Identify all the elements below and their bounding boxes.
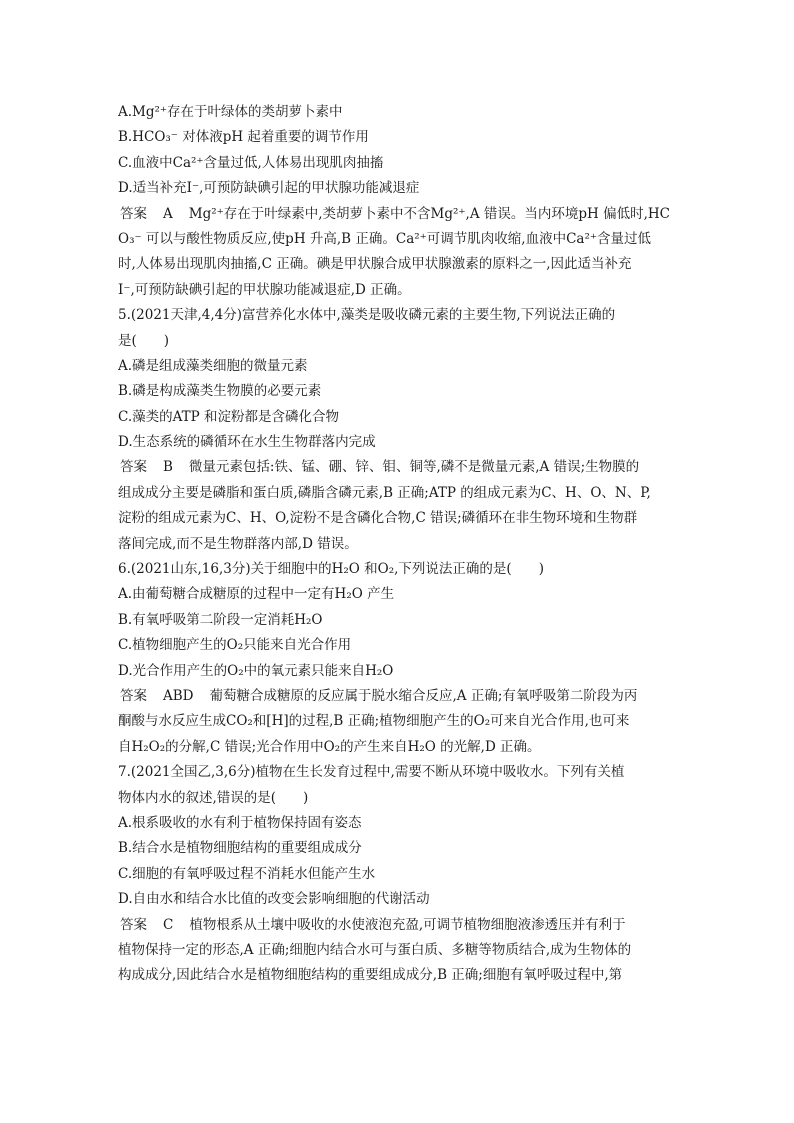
q6-stem-line-1: 6.(2021山东,16,3分)关于细胞中的H₂O 和O₂,下列说法正确的是( ): [118, 561, 544, 578]
answer-label: 答案: [120, 205, 147, 222]
q6-answer-line-2: 酮酸与水反应生成CO₂和[H]的过程,B 正确;植物细胞产生的O₂可来自光合作用,也可来: [118, 713, 630, 730]
document-content: [118, 100, 684, 989]
answer-label: 答案: [120, 916, 147, 933]
q6-option-c: C.植物细胞产生的O₂只能来自光合作用: [118, 637, 352, 654]
answer-key: A: [163, 205, 173, 222]
q4-option-b: B.HCO₃⁻ 对体液pH 起着重要的调节作用: [118, 129, 369, 146]
answer-key: B: [163, 459, 173, 476]
answer-text: 植物根系从土壤中吸收的水使液泡充盈,可调节植物细胞液渗透压并有利于: [189, 916, 626, 933]
q5-stem-line-2: 是( ): [118, 332, 170, 349]
q7-option-c: C.细胞的有氧呼吸过程不消耗水但能产生水: [118, 865, 376, 882]
q6-option-d: D.光合作用产生的O₂中的氧元素只能来自H₂O: [118, 662, 394, 679]
q5-answer-line-4: 落间完成,而不是生物群落内部,D 错误。: [118, 535, 358, 552]
q7-option-a: A.根系吸收的水有利于植物保持固有姿态: [118, 814, 362, 831]
q4-option-c: C.血液中Ca²⁺含量过低,人体易出现肌肉抽搐: [118, 154, 384, 171]
q6-option-a: A.由葡萄糖合成糖原的过程中一定有H₂O 产生: [118, 586, 395, 603]
q7-stem-line-2: 物体内水的叙述,错误的是( ): [118, 789, 309, 806]
q4-answer-line-2: O₃⁻ 可以与酸性物质反应,使pH 升高,B 正确。Ca²⁺可调节肌肉收缩,血液中Ca²⁺含量过低: [118, 230, 652, 247]
q7-answer-line-1: [118, 913, 684, 938]
q6-option-b: B.有氧呼吸第二阶段一定消耗H₂O: [118, 611, 323, 628]
answer-text: Mg²⁺存在于叶绿素中,类胡萝卜素中不含Mg²⁺,A 错误。当内环境pH 偏低时,HC: [188, 205, 670, 222]
q5-answer-line-2: 组成成分主要是磷脂和蛋白质,磷脂含磷元素,B 正确;ATP 的组成元素为C、H、O、N、P,: [118, 484, 651, 501]
q7-answer-line-2: 植物保持一定的形态,A 正确;细胞内结合水可与蛋白质、多糖等物质结合,成为生物体的: [118, 941, 632, 958]
q7-stem-line-1: 7.(2021全国乙,3,6分)植物在生长发育过程中,需要不断从环境中吸收水。下列有关植: [118, 764, 625, 781]
q7-answer-line-3: 构成成分,因此结合水是植物细胞结构的重要组成成分,B 正确;细胞有氧呼吸过程中,第: [118, 967, 623, 984]
answer-text: 微量元素包括:铁、锰、硼、锌、钼、铜等,磷不是微量元素,A 错误;生物膜的: [188, 459, 640, 476]
q7-option-b: B.结合水是植物细胞结构的重要组成成分: [118, 840, 362, 857]
q4-answer-line-1: [118, 202, 684, 227]
answer-label: 答案: [120, 687, 147, 704]
q6-answer-line-1: [118, 684, 684, 709]
answer-key: C: [163, 916, 174, 933]
q4-answer-line-3: 时,人体易出现肌肉抽搐,C 正确。碘是甲状腺合成甲状腺激素的原料之一,因此适当补充: [118, 256, 632, 273]
q5-option-d: D.生态系统的磷循环在水生生物群落内完成: [118, 434, 376, 451]
q6-answer-line-3: 自H₂O₂的分解,C 错误;光合作用中O₂的产生来自H₂O 的光解,D 正确。: [118, 738, 541, 755]
answer-text: 葡萄糖合成糖原的反应属于脱水缩合反应,A 正确;有氧呼吸第二阶段为丙: [209, 687, 638, 704]
q5-stem-line-1: 5.(2021天津,4,4分)富营养化水体中,藻类是吸收磷元素的主要生物,下列说法正确的: [118, 307, 616, 324]
q5-answer-line-1: [118, 455, 684, 480]
q5-answer-line-3: 淀粉的组成元素为C、H、O,淀粉不是含磷化合物,C 错误;磷循环在非生物环境和生物群: [118, 510, 638, 527]
q7-option-d: D.自由水和结合水比值的改变会影响细胞的代谢活动: [118, 891, 430, 908]
answer-key: ABD: [163, 687, 194, 704]
q5-option-c: C.藻类的ATP 和淀粉都是含磷化合物: [118, 408, 340, 425]
q4-option-a: A.Mg²⁺存在于叶绿体的类胡萝卜素中: [118, 104, 343, 120]
answer-label: 答案: [120, 459, 147, 476]
q4-option-d: D.适当补充I⁻,可预防缺碘引起的甲状腺功能减退症: [118, 180, 420, 197]
q4-answer-line-4: I⁻,可预防缺碘引起的甲状腺功能减退症,D 正确。: [118, 281, 411, 298]
q5-option-b: B.磷是构成藻类生物膜的必要元素: [118, 383, 322, 400]
q5-option-a: A.磷是组成藻类细胞的微量元素: [118, 357, 308, 374]
